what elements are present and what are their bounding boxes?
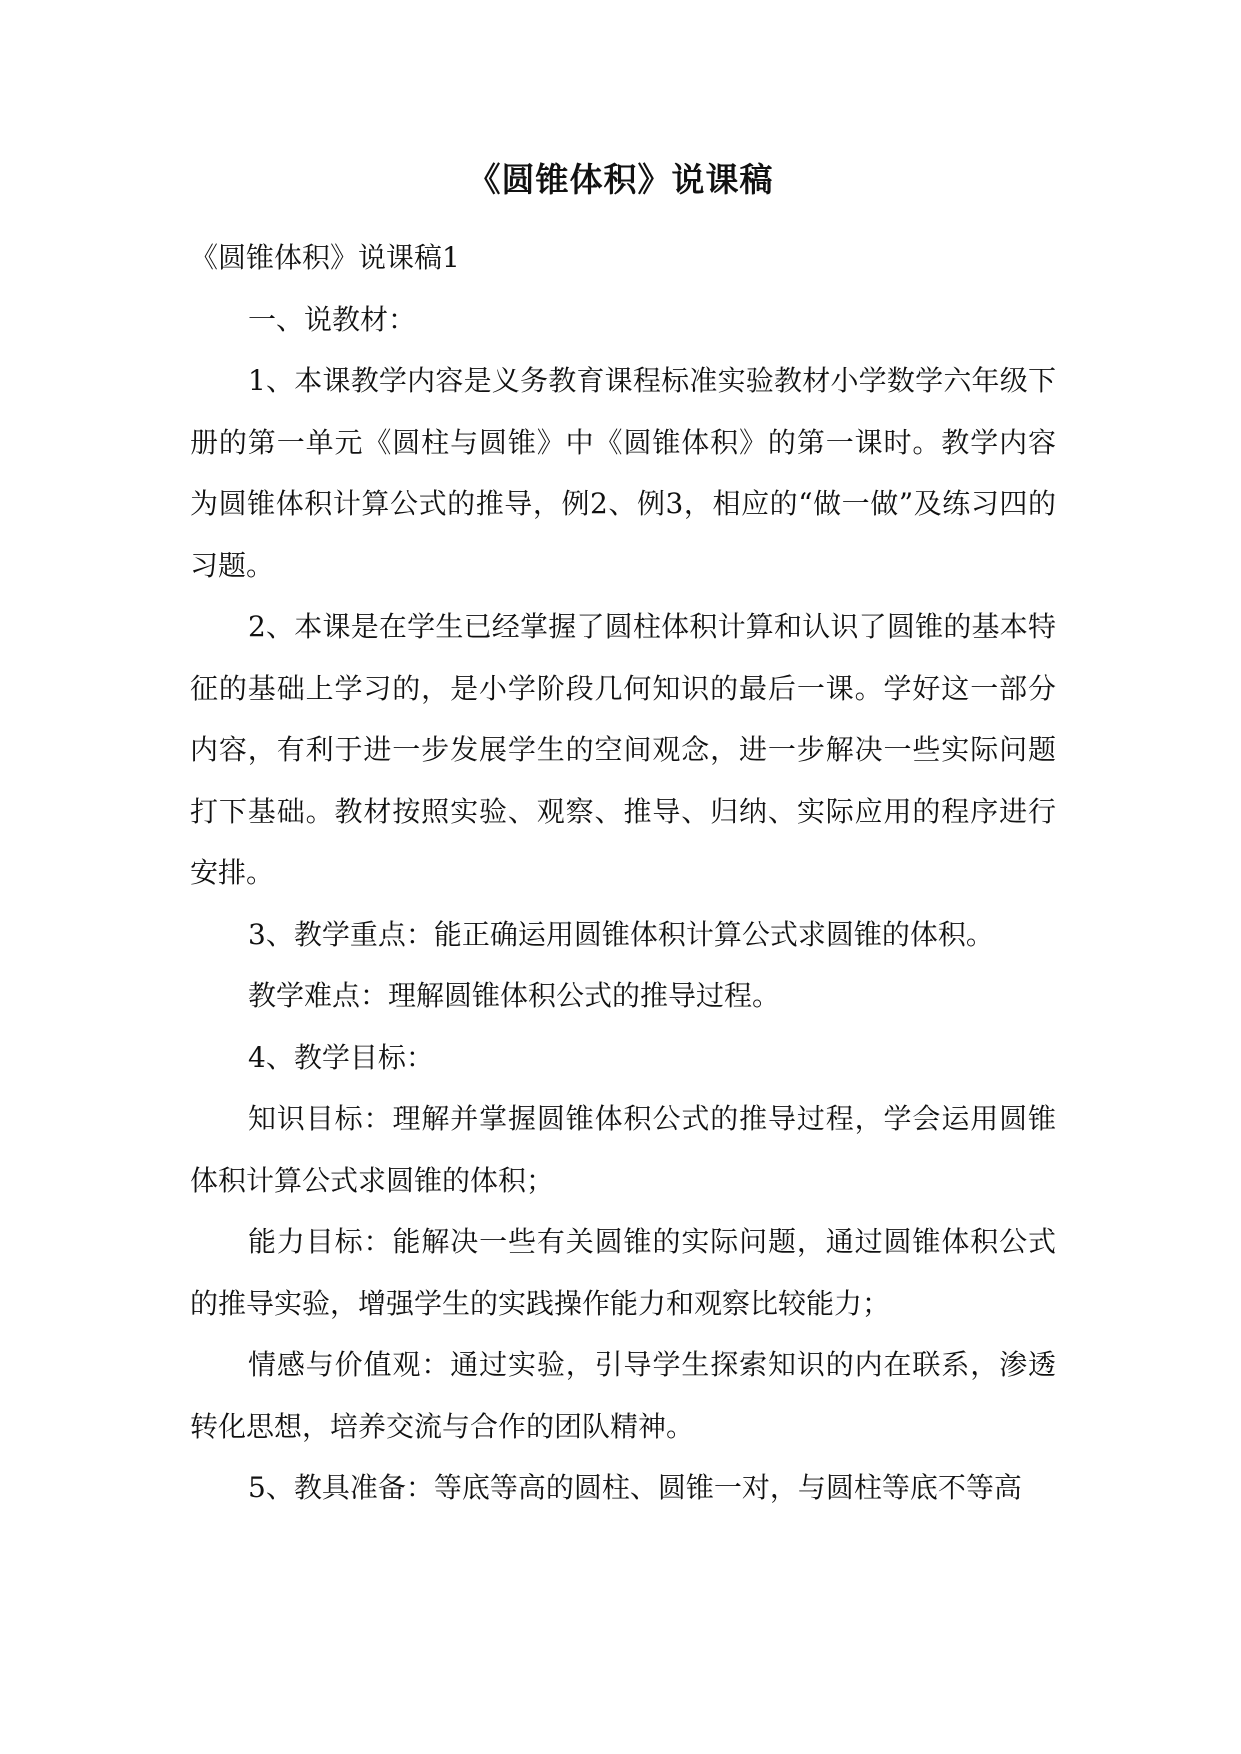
paragraph: 2、本课是在学生已经掌握了圆柱体积计算和认识了圆锥的基本特征的基础上学习的，是小学阶段几何知识的最后一课。学好这一部分内容，有利于进一步发展学生的空间观念，进一步解决一些实际问题打下基础。教材按照实验、观察、推导、归纳、实际应用的程序进行安排。 — [190, 610, 1056, 889]
paragraph: 3、教学重点：能正确运用圆锥体积计算公式求圆锥的体积。 — [248, 917, 994, 951]
paragraph: 4、教学目标： — [248, 1040, 434, 1074]
section-heading: 《圆锥体积》说课稿1 — [190, 241, 460, 274]
document-title: 《圆锥体积》说课稿 — [467, 160, 774, 199]
paragraph: 知识目标：理解并掌握圆锥体积公式的推导过程，学会运用圆锥体积计算公式求圆锥的体积； — [190, 1102, 1056, 1197]
paragraph: 一、说教材： — [248, 302, 417, 336]
document-body — [190, 227, 1056, 1519]
paragraph: 5、教具准备：等底等高的圆柱、圆锥一对，与圆柱等底不等高 — [248, 1471, 1022, 1504]
paragraph: 1、本课教学内容是义务教育课程标准实验教材小学数学六年级下册的第一单元《圆柱与圆锥》中《圆锥体积》的第一课时。教学内容为圆锥体积计算公式的推导，例2、例3，相应的“做一做”及练习四的习题。 — [190, 364, 1056, 582]
paragraph: 教学难点：理解圆锥体积公式的推导过程。 — [248, 979, 781, 1012]
paragraph: 情感与价值观：通过实验，引导学生探索知识的内在联系，渗透转化思想，培养交流与合作的团队精神。 — [190, 1348, 1056, 1443]
paragraph: 能力目标：能解决一些有关圆锥的实际问题，通过圆锥体积公式的推导实验，增强学生的实践操作能力和观察比较能力； — [190, 1225, 1056, 1320]
